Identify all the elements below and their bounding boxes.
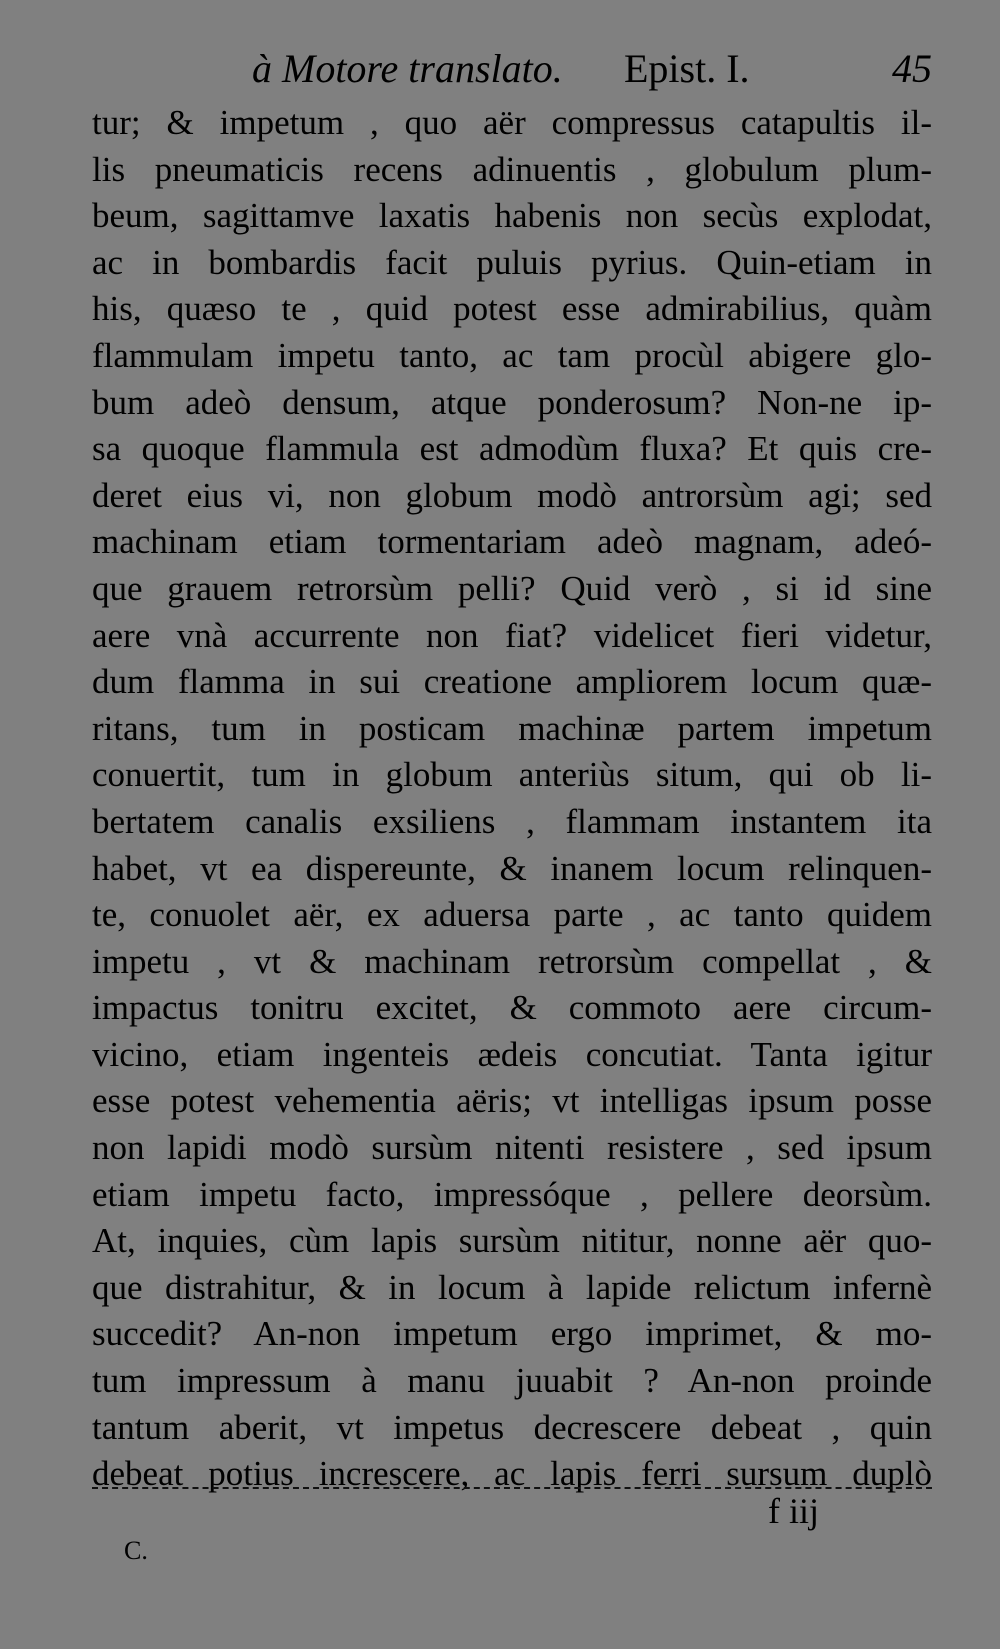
text-line: aere vnà accurrente non fiat? videlicet fieri videtur, [92,615,932,655]
text-line: lis pneumaticis recens adinuentis , globulum plum- [92,149,932,189]
footer-rule [92,1487,932,1489]
text-line: tantum aberit, vt impetus decrescere debeat , quin [92,1407,932,1447]
text-line: esse potest vehementia aëris; vt intelligas ipsum posse [92,1081,932,1121]
text-line: deret eius vi, non globum modò antrorsùm agi; sed [92,475,932,515]
text-line: At, inquies, cùm lapis sursùm nititur, nonne aër quo- [92,1221,932,1261]
signature-mark: f iij [768,1491,819,1531]
text-line: bum adeò densum, atque ponderosum? Non-ne ip- [92,382,932,422]
text-line: impactus tonitru excitet, & commoto aere circum- [92,988,932,1028]
text-line: sa quoque flammula est admodùm fluxa? Et quis cre- [92,429,932,469]
text-line: machinam etiam tormentariam adeò magnam, adeó- [92,522,932,562]
text-line: non lapidi modò sursùm nitenti resistere , sed ipsum [92,1128,932,1168]
text-line: bertatem canalis exsiliens , flammam instantem ita [92,801,932,841]
text-line: ritans, tum in posticam machinæ partem impetum [92,708,932,748]
body-text [92,100,932,1498]
text-line: vicino, etiam ingenteis ædeis concutiat. Tanta igitur [92,1034,932,1074]
text-line: que grauem retrorsùm pelli? Quid verò , si id sine [92,568,932,608]
running-header [92,45,932,95]
text-line: debeat potius increscere, ac lapis ferri sursum duplò [92,1454,932,1494]
running-title: à Motore translato. [252,46,563,91]
text-line: etiam impetu facto, impressóque , pellere deorsùm. [92,1174,932,1214]
text-line: dum flamma in sui creatione ampliorem locum quæ- [92,662,932,702]
epistle-label: Epist. I. [624,46,750,91]
text-line: habet, vt ea dispereunte, & inanem locum relinquen- [92,848,932,888]
text-line: his, quæso te , quid potest esse admirabilius, quàm [92,289,932,329]
stray-mark: C. [124,1536,148,1565]
text-line: te, conuolet aër, ex aduersa parte , ac tanto quidem [92,895,932,935]
page-number: 45 [892,46,932,91]
text-line: que distrahitur, & in locum à lapide relictum infernè [92,1267,932,1307]
text-line: ac in bombardis facit puluis pyrius. Quin-etiam in [92,242,932,282]
text-line: impetu , vt & machinam retrorsùm compellat , & [92,941,932,981]
text-line: beum, sagittamve laxatis habenis non secùs explodat, [92,196,932,236]
text-line: tum impressum à manu juuabit ? An-non proinde [92,1361,932,1401]
text-line: flammulam impetu tanto, ac tam procùl abigere glo- [92,335,932,375]
text-line: succedit? An-non impetum ergo imprimet, & mo- [92,1314,932,1354]
text-line: conuertit, tum in globum anteriùs situm, qui ob li- [92,755,932,795]
text-line: tur; & impetum , quo aër compressus catapultis il- [92,103,932,142]
